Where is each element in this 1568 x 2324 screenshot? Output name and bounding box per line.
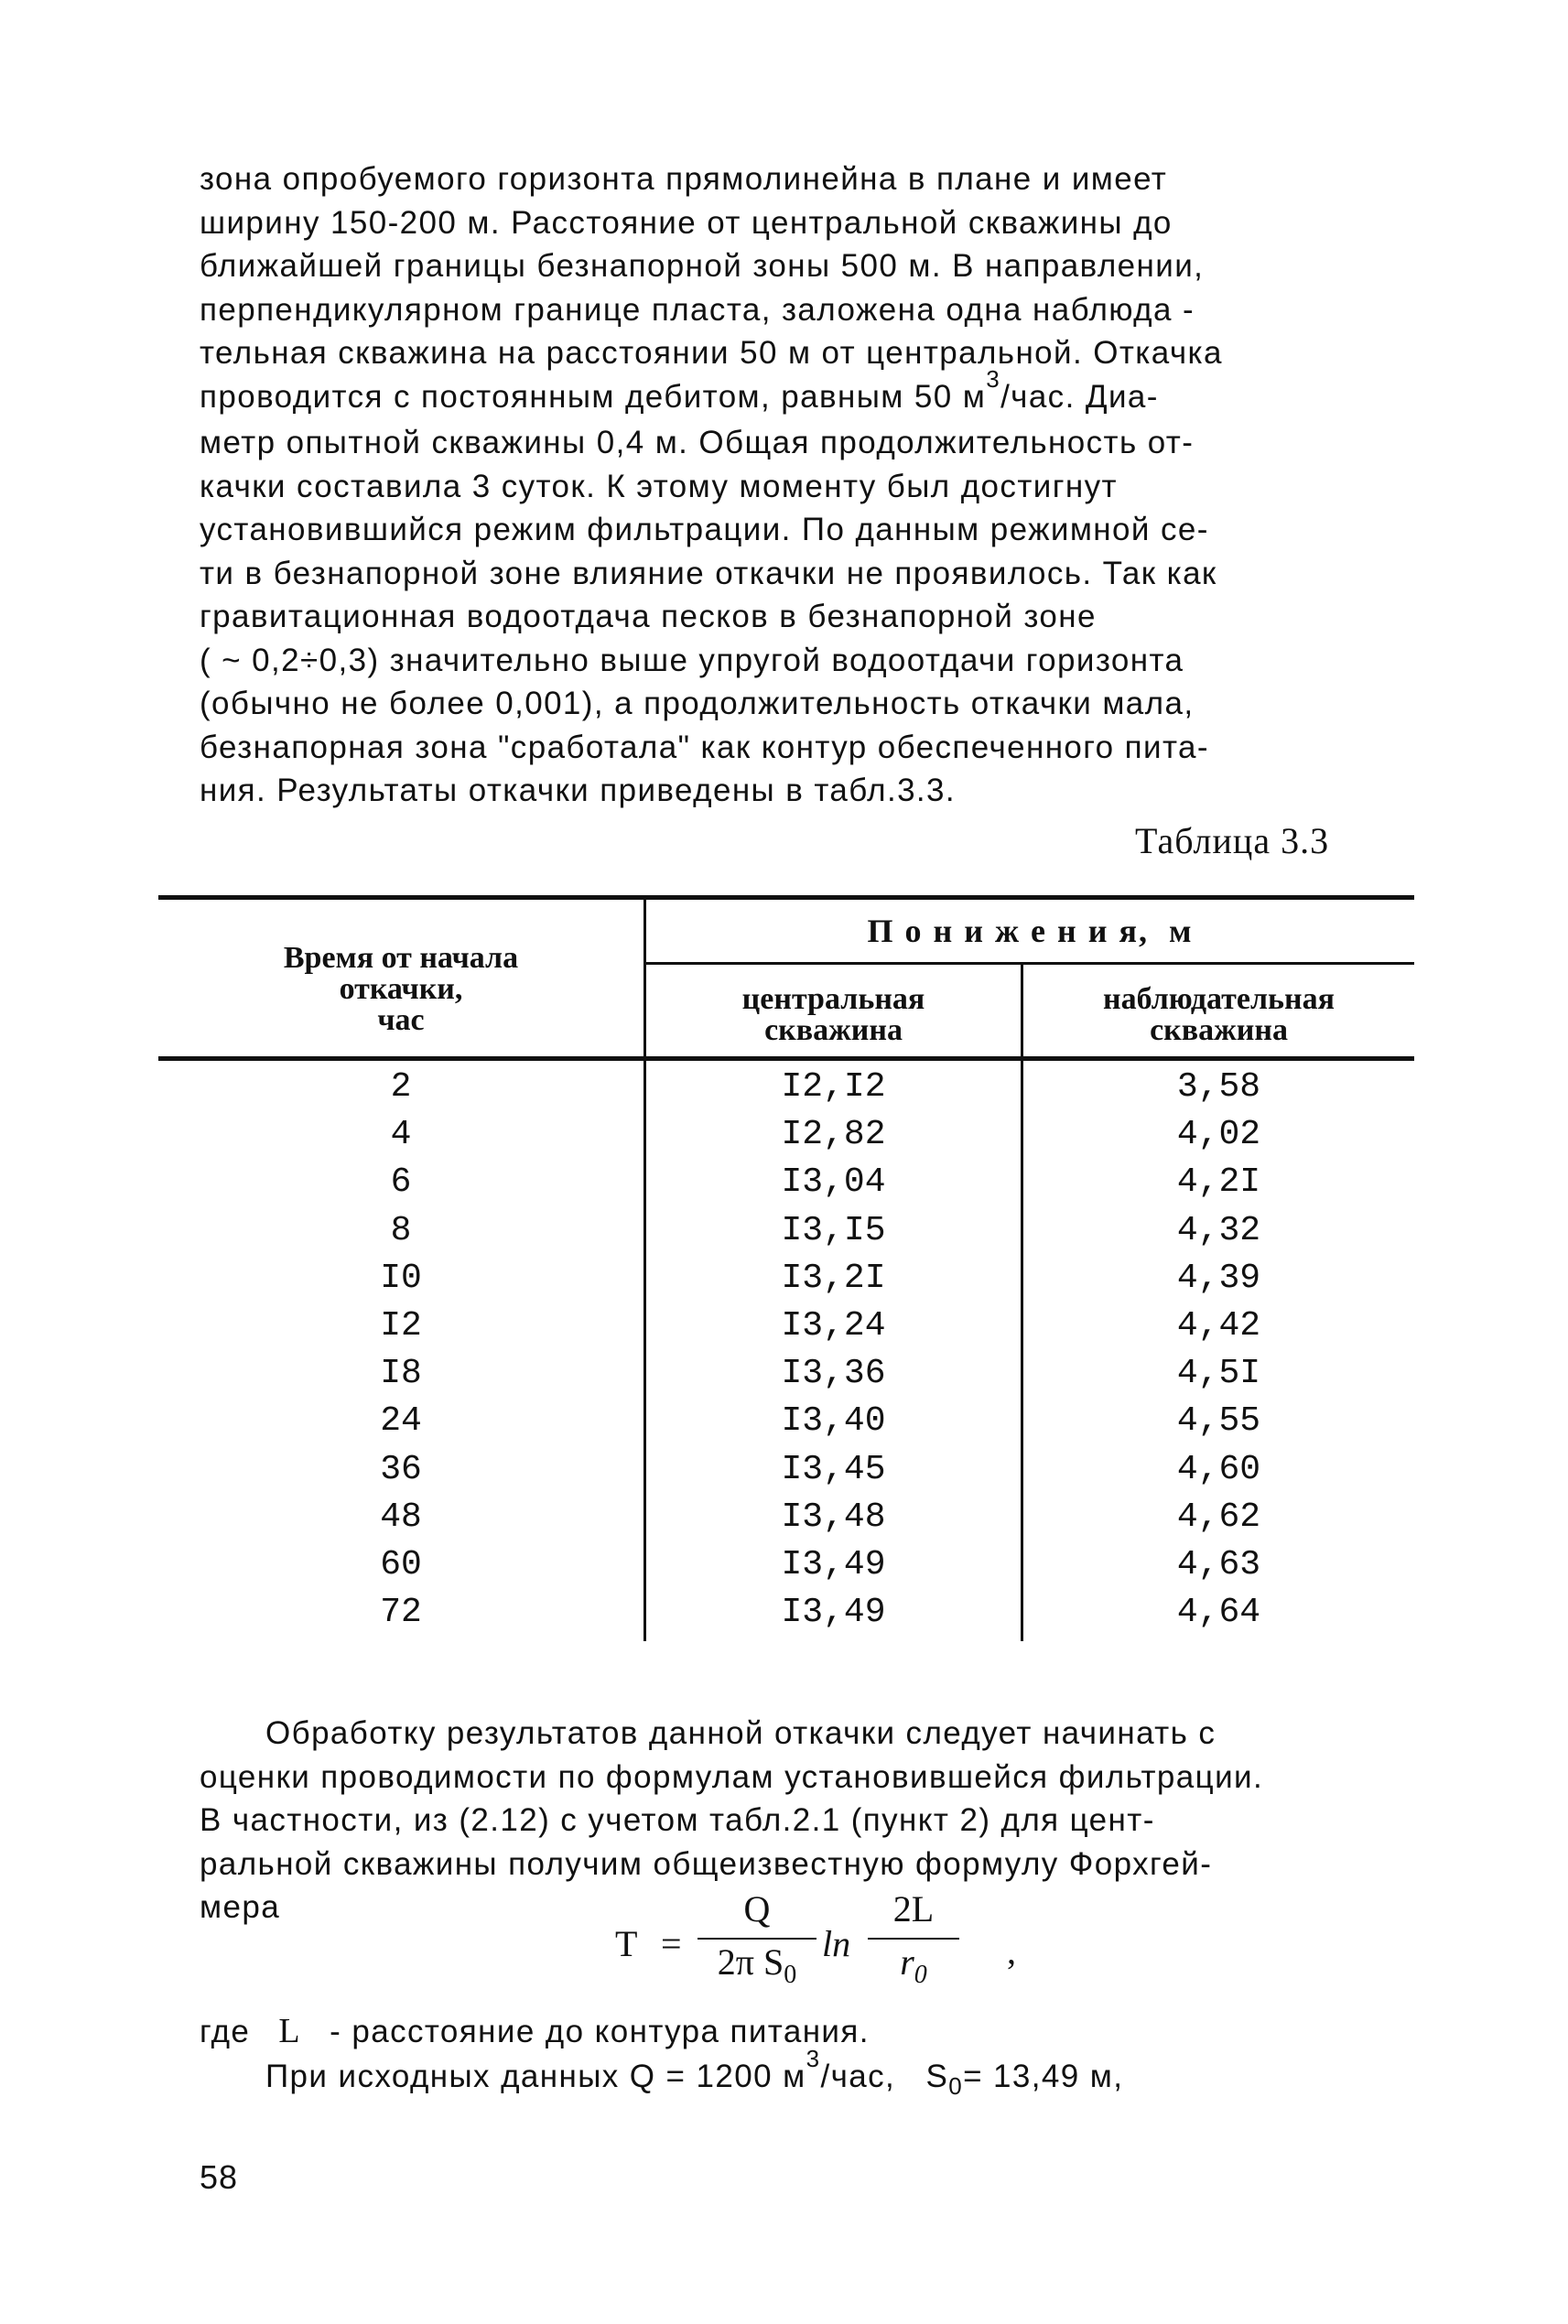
formula-lhs: T: [615, 1923, 638, 1964]
denominator-text: r: [900, 1941, 914, 1983]
table-cell: I2,I2: [781, 1067, 886, 1107]
symbol-l: L: [278, 2012, 302, 2050]
text-line: ральной скважины получим общеизвестную формулу Форхгей-: [200, 1845, 1213, 1882]
paragraph-intro: [200, 157, 1417, 813]
fraction-bar: [868, 1938, 959, 1940]
table-cell: I0: [380, 1258, 422, 1298]
header-group-drawdown: П о н и ж е н и я, м: [867, 913, 1194, 949]
initial-data-line: [200, 2045, 1417, 2109]
header-line: час: [377, 1003, 425, 1037]
text-line: [200, 2045, 1417, 2109]
table-cell: 4,42: [1176, 1305, 1261, 1346]
table-cell: I3,49: [781, 1593, 886, 1633]
text-line: ти в безнапорной зоне влияние откачки не проявилось. Так как: [200, 555, 1217, 591]
table-top-rule: [158, 895, 1414, 900]
table-cell: I3,24: [781, 1305, 886, 1346]
table-cell: 4,02: [1176, 1115, 1261, 1155]
table-cell: 3,58: [1176, 1067, 1261, 1107]
table-cell: I3,49: [781, 1544, 886, 1584]
text-line: мера: [200, 1889, 281, 1925]
table-cell: I8: [380, 1354, 422, 1394]
table-cell: 24: [380, 1401, 422, 1442]
text-segment: где: [200, 2014, 251, 2049]
text-segment: При исходных данных Q = 1200 м: [265, 2059, 806, 2094]
table-cell: 6: [390, 1162, 412, 1203]
table-cell: 4,63: [1176, 1544, 1261, 1584]
header-line: скважина: [1150, 1013, 1288, 1047]
text-line: установившийся режим фильтрации. По данным режимной се-: [200, 512, 1209, 547]
table-cell: 4,32: [1176, 1210, 1261, 1250]
subscript: 0: [914, 1961, 927, 1989]
text-line: ния. Результаты откачки приведены в табл.3.3.: [200, 773, 957, 808]
table-cell: 4,55: [1176, 1401, 1261, 1442]
table-cell: I3,40: [781, 1401, 886, 1442]
table-cell: 4,2I: [1176, 1162, 1261, 1203]
formula-equals: =: [661, 1923, 682, 1964]
text-line: метр опытной скважины 0,4 м. Общая продолжительность от-: [200, 425, 1195, 460]
text-line: В частности, из (2.12) с учетом табл.2.1 (пункт 2) для цент-: [200, 1802, 1155, 1838]
table-cell: 4,62: [1176, 1497, 1261, 1537]
table-cell: 36: [380, 1449, 422, 1489]
column-observation: [1023, 1064, 1414, 1637]
text-line: [200, 364, 1417, 422]
formula-comma: ,: [1007, 1930, 1016, 1972]
fraction-numerator: 2L: [892, 1888, 935, 1929]
text-line: зона опробуемого горизонта прямолинейна в плане и имеет: [200, 161, 1168, 197]
text-segment: = 13,49 м,: [963, 2059, 1124, 2094]
table-cell: 2: [390, 1067, 412, 1107]
table-cell: I3,I5: [781, 1210, 886, 1250]
denominator-text: 2π S: [717, 1941, 784, 1983]
table-caption: Таблица 3.3: [1135, 820, 1330, 861]
header-line: центральная: [741, 982, 925, 1016]
text-line: ( ~ 0,2÷0,3) значительно выше упругой водоотдачи горизонта: [200, 642, 1184, 678]
table-cell: 4,60: [1176, 1449, 1261, 1489]
text-segment: - расстояние до контура питания.: [330, 2014, 870, 2049]
column-central: [646, 1064, 1021, 1637]
text-segment: /час, S: [820, 2059, 949, 2094]
subscript: 0: [948, 2072, 964, 2100]
table-cell: I3,04: [781, 1162, 886, 1203]
table-cell: 4: [390, 1115, 412, 1155]
header-time: [158, 943, 643, 1036]
header-central-well: [646, 984, 1021, 1046]
table-header-rule: [158, 1056, 1414, 1061]
table-cell: I2,82: [781, 1115, 886, 1155]
text-segment: проводится с постоянным дебитом, равным 50 м: [200, 378, 987, 415]
table-cell: I3,48: [781, 1497, 886, 1537]
header-line: Время от начала: [283, 941, 519, 975]
table-cell: 60: [380, 1544, 422, 1584]
header-line: скважина: [764, 1013, 903, 1047]
table-cell: 4,39: [1176, 1258, 1261, 1298]
data-table: [158, 895, 1414, 1641]
text-line: перпендикулярном границе пласта, заложена одна наблюда -: [200, 291, 1195, 328]
column-time: [158, 1064, 643, 1637]
table-cell: 4,5I: [1176, 1354, 1261, 1394]
text-line: ширину 150-200 м. Расстояние от центральной скважины до: [200, 204, 1173, 241]
table-cell: I3,2I: [781, 1258, 886, 1298]
fraction-numerator: Q: [743, 1888, 771, 1929]
table-cell: 48: [380, 1497, 422, 1537]
superscript: 3: [806, 2045, 821, 2072]
text-line: тельная скважина на расстоянии 50 м от центральной. Откачка: [200, 335, 1223, 371]
fraction-bar: [697, 1938, 816, 1940]
text-line: (обычно не более 0,001), а продолжительность откачки мала,: [200, 686, 1195, 721]
page-number: 58: [200, 2158, 239, 2196]
text-segment: /час. Диа-: [1000, 378, 1159, 415]
table-cell: I3,45: [781, 1449, 886, 1489]
text-line: Обработку результатов данной откачки следует начинать с: [265, 1715, 1217, 1751]
header-line: наблюдательная: [1102, 982, 1335, 1016]
table-cell: I2: [380, 1305, 422, 1346]
text-line: безнапорная зона "сработала" как контур обеспеченного пита-: [200, 729, 1209, 765]
header-line: откачки,: [339, 972, 463, 1006]
table-cell: 72: [380, 1593, 422, 1633]
text-line: качки составила 3 суток. К этому моменту был достигнут: [200, 468, 1118, 504]
text-line: оценки проводимости по формулам установившейся фильтрации.: [200, 1758, 1264, 1795]
table-group-rule: [645, 962, 1414, 965]
subscript: 0: [784, 1961, 797, 1989]
table-cell: 8: [390, 1210, 412, 1250]
table-cell: 4,64: [1176, 1593, 1261, 1633]
text-line: гравитационная водоотдача песков в безнапорной зоне: [200, 599, 1097, 634]
text-line: ближайшей границы безнапорной зоны 500 м. В направлении,: [200, 248, 1205, 284]
formula-ln: ln: [822, 1923, 851, 1964]
table-cell: I3,36: [781, 1354, 886, 1394]
header-observation-well: [1023, 984, 1414, 1046]
superscript: 3: [986, 364, 1001, 393]
